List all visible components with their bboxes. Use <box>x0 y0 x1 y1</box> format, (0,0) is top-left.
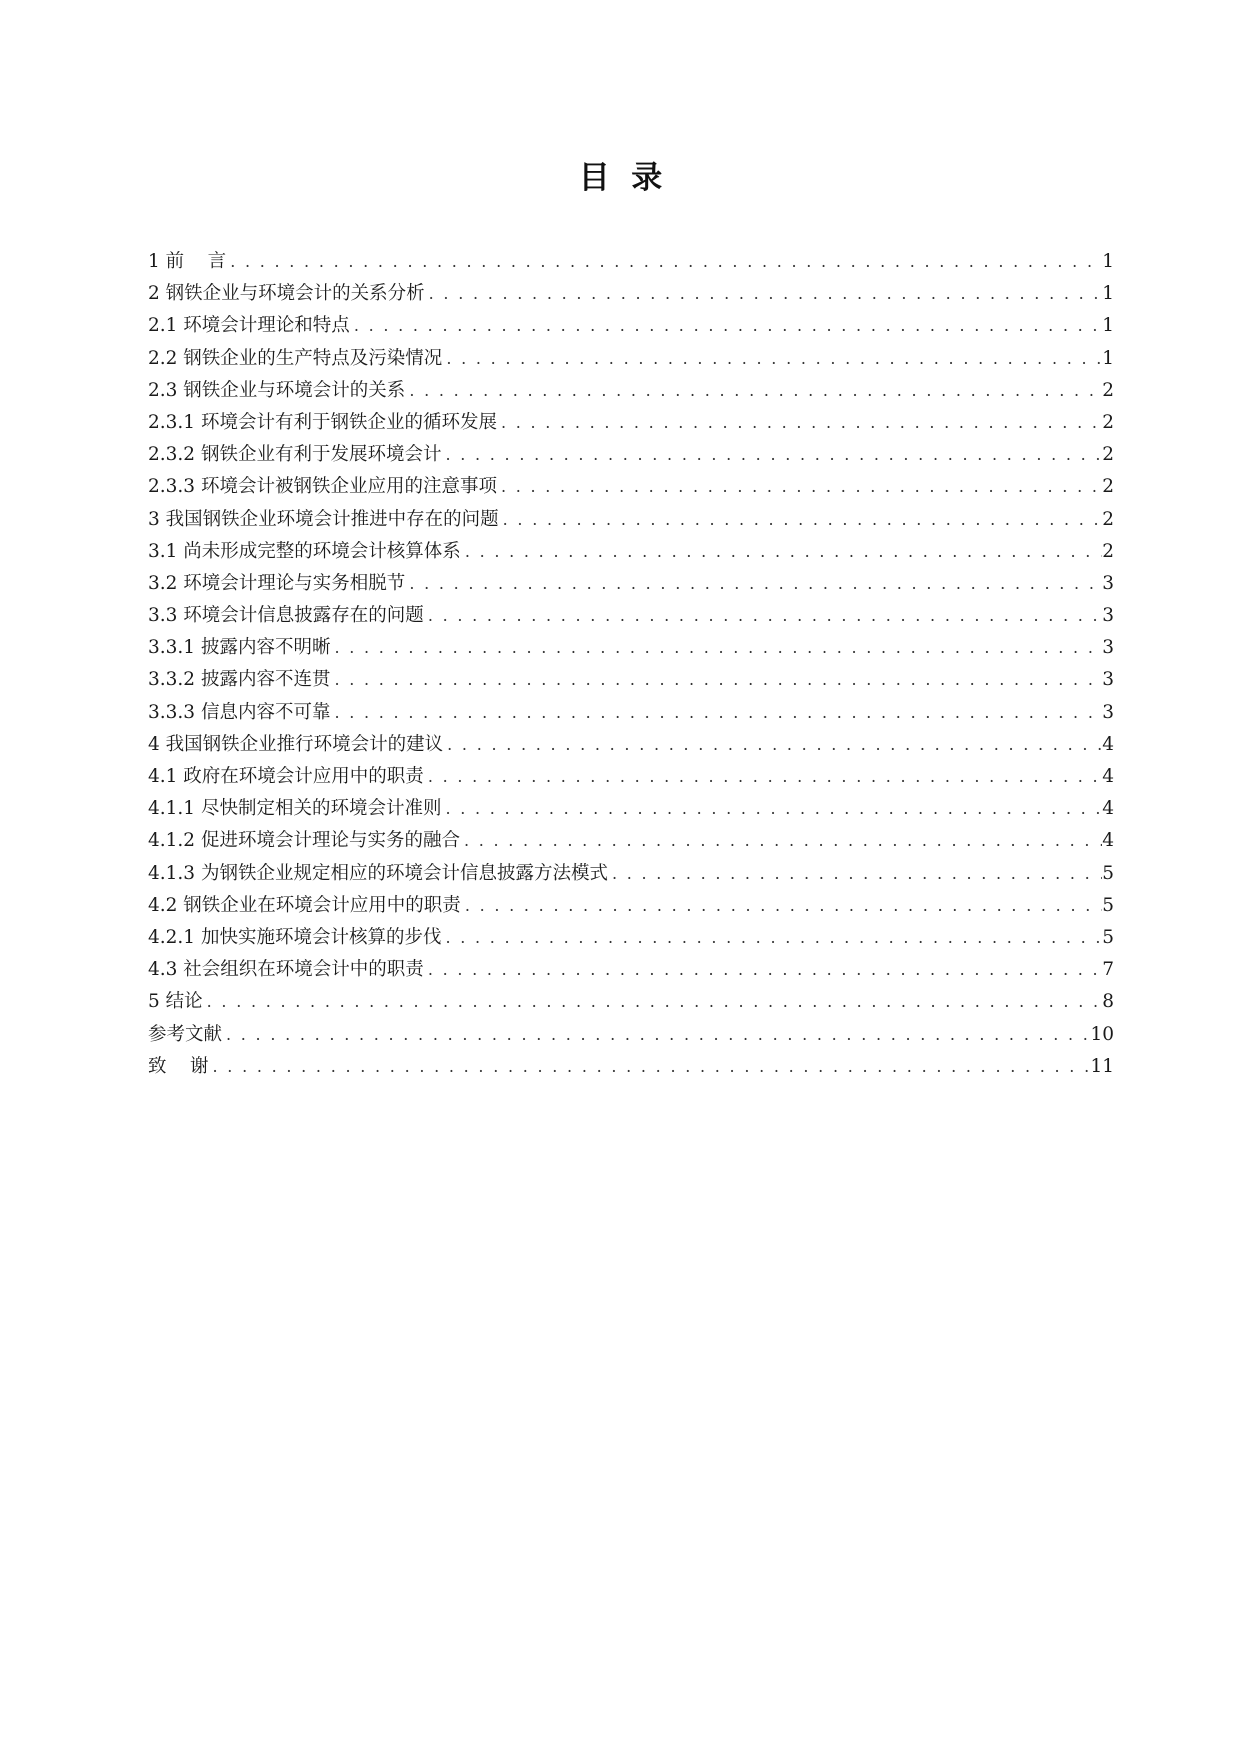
toc-dot-leader <box>424 761 1102 793</box>
toc-entry-label: 2.1 环境会计理论和特点 <box>148 315 350 337</box>
toc-entry[interactable] <box>148 1019 1114 1051</box>
toc-title-text: 目 录 <box>578 160 663 196</box>
toc-entry[interactable] <box>148 793 1114 825</box>
toc-entry-page-number: 2 <box>1102 508 1114 530</box>
toc-entry-label: 4.1.3 为钢铁企业规定相应的环境会计信息披露方法模式 <box>148 862 608 884</box>
toc-entry-page-number: 1 <box>1102 283 1114 305</box>
toc-entry-label: 2.2 钢铁企业的生产特点及污染情况 <box>148 347 443 369</box>
toc-entry-page-number: 4 <box>1102 798 1114 820</box>
toc-dot-leader <box>461 890 1102 922</box>
toc-dot-leader <box>442 343 1102 375</box>
toc-dot-leader <box>330 697 1102 729</box>
toc-entry-page-number: 4 <box>1102 830 1114 852</box>
toc-entry-page-number: 2 <box>1102 476 1114 498</box>
toc-entry[interactable] <box>148 825 1114 857</box>
toc-entry-page-number: 3 <box>1102 572 1114 594</box>
toc-entry-label: 4.1 政府在环境会计应用中的职责 <box>148 766 424 787</box>
toc-entry[interactable] <box>148 1051 1114 1083</box>
toc-entry-label: 1 前 言 <box>148 251 227 272</box>
toc-dot-leader <box>497 407 1102 439</box>
toc-entry-label: 2.3.3 环境会计被钢铁企业应用的注意事项 <box>148 476 497 498</box>
toc-dot-leader <box>497 471 1102 503</box>
toc-entry-label: 5 结论 <box>148 991 203 1013</box>
toc-dot-leader <box>226 246 1102 278</box>
toc-dot-leader <box>405 568 1102 600</box>
toc-dot-leader <box>424 600 1102 632</box>
toc-entry[interactable] <box>148 504 1114 536</box>
toc-entry-page-number: 2 <box>1102 540 1114 562</box>
toc-dot-leader <box>441 922 1102 954</box>
toc-entry-page-number: 5 <box>1102 894 1114 916</box>
toc-entry-label: 3.1 尚未形成完整的环境会计核算体系 <box>148 540 461 562</box>
toc-entry-page-number: 3 <box>1102 701 1114 723</box>
toc-entry[interactable] <box>148 375 1114 407</box>
toc-entry[interactable] <box>148 343 1114 375</box>
toc-dot-leader <box>330 664 1102 696</box>
toc-title <box>0 158 1241 198</box>
toc-entry[interactable] <box>148 568 1114 600</box>
toc-entry-label: 4 我国钢铁企业推行环境会计的建议 <box>148 733 444 755</box>
toc-entry-page-number: 1 <box>1102 315 1114 337</box>
toc-dot-leader <box>441 439 1102 471</box>
toc-dot-leader <box>499 504 1102 536</box>
toc-entry-label: 3.2 环境会计理论与实务相脱节 <box>148 572 406 594</box>
table-of-contents <box>148 246 1114 1083</box>
toc-entry-label: 2.3.2 钢铁企业有利于发展环境会计 <box>148 444 442 466</box>
toc-entry-label: 2.3 钢铁企业与环境会计的关系 <box>148 379 406 401</box>
toc-dot-leader <box>443 729 1102 761</box>
toc-entry-page-number: 1 <box>1102 251 1114 272</box>
toc-dot-leader <box>424 954 1102 986</box>
toc-entry-page-number: 8 <box>1102 991 1114 1013</box>
toc-dot-leader <box>209 1051 1091 1083</box>
toc-entry[interactable] <box>148 407 1114 439</box>
toc-dot-leader <box>441 793 1102 825</box>
toc-entry[interactable] <box>148 246 1114 278</box>
toc-entry-page-number: 2 <box>1102 379 1114 401</box>
toc-dot-leader <box>461 536 1102 568</box>
toc-entry[interactable] <box>148 697 1114 729</box>
toc-entry[interactable] <box>148 600 1114 632</box>
toc-entry-page-number: 5 <box>1102 862 1114 884</box>
toc-entry[interactable] <box>148 922 1114 954</box>
toc-entry[interactable] <box>148 858 1114 890</box>
toc-entry[interactable] <box>148 536 1114 568</box>
toc-entry[interactable] <box>148 664 1114 696</box>
toc-entry-page-number: 4 <box>1102 766 1114 787</box>
toc-dot-leader <box>203 986 1102 1018</box>
toc-entry-label: 2.3.1 环境会计有利于钢铁企业的循环发展 <box>148 411 497 433</box>
toc-entry[interactable] <box>148 310 1114 342</box>
toc-dot-leader <box>460 825 1102 857</box>
toc-dot-leader <box>350 310 1102 342</box>
toc-entry-page-number: 3 <box>1102 669 1114 691</box>
toc-entry-page-number: 2 <box>1102 411 1114 433</box>
toc-entry-page-number: 2 <box>1102 444 1114 466</box>
toc-entry-label: 3.3.3 信息内容不可靠 <box>148 701 331 723</box>
toc-entry-label: 4.1.1 尽快制定相关的环境会计准则 <box>148 798 442 820</box>
toc-entry[interactable] <box>148 954 1114 986</box>
toc-entry-label: 4.2.1 加快实施环境会计核算的步伐 <box>148 926 442 948</box>
toc-dot-leader <box>405 375 1102 407</box>
toc-entry-label: 3.3.2 披露内容不连贯 <box>148 669 331 691</box>
toc-entry[interactable] <box>148 632 1114 664</box>
toc-dot-leader <box>222 1019 1090 1051</box>
toc-entry-page-number: 1 <box>1102 347 1114 369</box>
toc-entry[interactable] <box>148 986 1114 1018</box>
toc-entry[interactable] <box>148 729 1114 761</box>
toc-entry-page-number: 11 <box>1090 1055 1114 1077</box>
toc-entry-page-number: 5 <box>1102 926 1114 948</box>
toc-entry-label: 3.3 环境会计信息披露存在的问题 <box>148 605 424 627</box>
toc-entry-page-number: 4 <box>1102 733 1114 755</box>
toc-entry-label: 4.2 钢铁企业在环境会计应用中的职责 <box>148 894 461 916</box>
toc-entry-label: 3.3.1 披露内容不明晰 <box>148 637 331 659</box>
toc-entry-page-number: 3 <box>1102 637 1114 659</box>
toc-entry-label: 3 我国钢铁企业环境会计推进中存在的问题 <box>148 508 499 530</box>
toc-entry[interactable] <box>148 890 1114 922</box>
toc-entry-label: 致 谢 <box>148 1055 209 1077</box>
toc-dot-leader <box>330 632 1102 664</box>
toc-entry-page-number: 10 <box>1090 1023 1114 1045</box>
toc-dot-leader <box>425 278 1102 310</box>
toc-entry-label: 4.3 社会组织在环境会计中的职责 <box>148 959 424 981</box>
toc-entry[interactable] <box>148 471 1114 503</box>
toc-entry[interactable] <box>148 439 1114 471</box>
toc-entry-label: 2 钢铁企业与环境会计的关系分析 <box>148 283 425 305</box>
toc-entry-page-number: 7 <box>1102 959 1114 981</box>
toc-entry-label: 参考文献 <box>148 1023 223 1045</box>
toc-entry-page-number: 3 <box>1102 605 1114 627</box>
toc-entry[interactable] <box>148 761 1114 793</box>
toc-entry-label: 4.1.2 促进环境会计理论与实务的融合 <box>148 830 460 852</box>
toc-entry[interactable] <box>148 278 1114 310</box>
toc-dot-leader <box>608 858 1102 890</box>
